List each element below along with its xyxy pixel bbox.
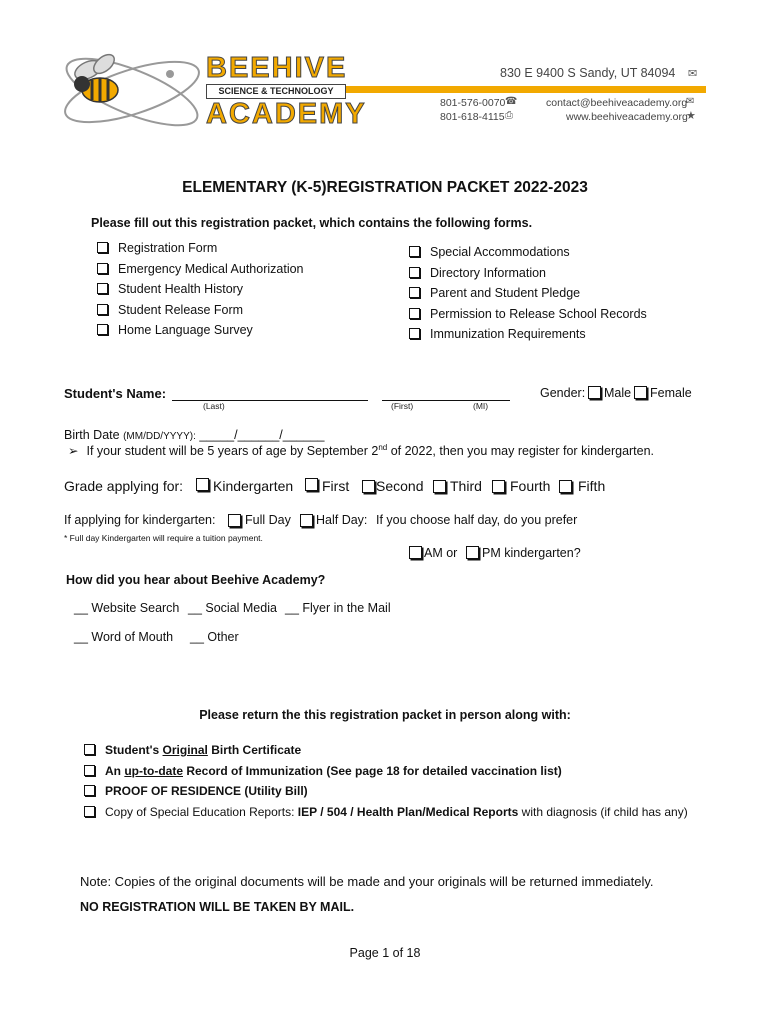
page-title: ELEMENTARY (K-5)REGISTRATION PACKET 2022-2023 [182,179,588,196]
logo-science-tech: SCIENCE & TECHNOLOGY [206,84,346,99]
return-list [84,740,688,822]
intro-text: Please fill out this registration packet, which contains the following forms. [91,216,533,230]
list-item: Immunization Requirements [409,324,647,345]
arrow-bullet-icon: ➢ [68,444,79,459]
list-item: Student Health History [97,279,304,300]
page-number: Page 1 of 18 [349,946,421,960]
header-website: www.beehiveacademy.org [566,111,688,123]
address-icon: ✉ [688,68,698,80]
grade-label: Grade applying for: [64,478,184,494]
header-phone: 801-576-0070 [440,97,506,109]
last-name-field[interactable] [172,386,368,401]
list-item: Directory Information [409,263,647,284]
header-address: 830 E 9400 S Sandy, UT 84094 [500,66,676,80]
am-label: AM or [424,546,458,560]
first-grade-checkbox[interactable] [305,478,318,491]
list-item: Permission to Release School Records [409,304,647,325]
checkbox-icon [84,806,95,817]
second-grade-checkbox[interactable] [362,480,375,493]
gender-label: Gender: [540,386,586,400]
header-fax: 801-618-4115 [440,111,505,123]
fifth-grade-checkbox[interactable] [559,480,572,493]
checkbox-icon [97,304,108,315]
hear-question: How did you hear about Beehive Academy? [66,573,326,587]
list-item: PROOF OF RESIDENCE (Utility Bill) [84,781,688,802]
list-item: Registration Form [97,238,304,259]
mi-label: (MI) [473,401,489,411]
list-item: Emergency Medical Authorization [97,259,304,280]
kindergarten-label: If applying for kindergarten: [64,513,216,527]
list-item: Home Language Survey [97,320,304,341]
male-checkbox[interactable] [588,386,601,399]
first-name-field[interactable] [382,386,510,401]
forms-list-right [409,242,647,345]
forms-list-left [97,238,304,341]
full-day-label: Full Day [245,513,291,527]
return-heading: Please return the this registration packet in person along with: [199,708,571,722]
half-day-prefer: If you choose half day, do you prefer [376,513,578,527]
originals-note: Note: Copies of the original documents will be made and your originals will be returned immediately. [80,874,654,889]
list-item: An up-to-date Record of Immunization (See page 18 for detailed vaccination list) [84,761,688,782]
checkbox-icon [97,324,108,335]
grade-option: Fourth [510,478,551,494]
birth-date-field[interactable]: _____/______/______ [199,428,325,442]
checkbox-icon [84,744,95,755]
birth-date-format: (MM/DD/YYYY): [123,431,196,442]
website-icon: ★ [686,110,696,122]
kindergarten-age-note: ➢ If your student will be 5 years of age by September 2nd of 2022, then you may register for kindergarten. [68,443,655,459]
checkbox-icon [409,287,420,298]
pm-label: PM kindergarten? [482,546,581,560]
first-label: (First) [391,401,414,411]
fax-icon: ⎙ [505,110,513,121]
half-day-label: Half Day: [316,513,368,527]
full-day-checkbox[interactable] [228,514,241,527]
fourth-grade-checkbox[interactable] [492,480,505,493]
grade-option: First [322,478,350,494]
male-label: Male [604,386,632,400]
checkbox-icon [84,765,95,776]
birth-date-label: Birth Date [64,428,120,442]
list-item: Student's Original Birth Certificate [84,740,688,761]
list-item: Parent and Student Pledge [409,283,647,304]
no-mail-notice: NO REGISTRATION WILL BE TAKEN BY MAIL. [80,900,355,914]
half-day-checkbox[interactable] [300,514,313,527]
phone-icon: ☎ [505,96,518,107]
bee-logo-icon [52,40,212,140]
third-grade-checkbox[interactable] [433,480,446,493]
grade-option: Third [450,478,482,494]
header-email: contact@beehiveacademy.org [546,97,688,109]
header [0,0,770,140]
checkbox-icon [97,283,108,294]
birth-date-row [64,428,324,442]
hear-option[interactable]: __ Social Media [188,601,277,615]
tuition-note: * Full day Kindergarten will require a tuition payment. [64,533,263,543]
list-item: Copy of Special Education Reports: IEP / 504 / Health Plan/Medical Reports with diagnosis (if child has any) [84,802,688,823]
hear-option[interactable]: __ Flyer in the Mail [285,601,391,615]
list-item: Special Accommodations [409,242,647,263]
checkbox-icon [409,328,420,339]
list-item: Student Release Form [97,300,304,321]
hear-option[interactable]: __ Word of Mouth [74,630,174,644]
am-checkbox[interactable] [409,546,422,559]
female-checkbox[interactable] [634,386,647,399]
checkbox-icon [409,246,420,257]
checkbox-icon [97,242,108,253]
kindergarten-checkbox[interactable] [196,478,209,491]
header-orange-bar [346,86,706,93]
checkbox-icon [84,785,95,796]
grade-option: Kindergarten [213,478,294,494]
female-label: Female [650,386,692,400]
grade-option: Second [376,478,424,494]
logo-academy: ACADEMY [206,98,367,130]
checkbox-icon [97,263,108,274]
checkbox-icon [409,267,420,278]
grade-option: Fifth [578,478,606,494]
logo-beehive: BEEHIVE [206,52,348,84]
last-label: (Last) [203,401,225,411]
email-icon: ✉ [686,96,695,107]
hear-option[interactable]: __ Other [190,630,239,644]
checkbox-icon [409,308,420,319]
student-name-label: Student's Name: [64,386,167,401]
hear-option[interactable]: __ Website Search [74,601,180,615]
pm-checkbox[interactable] [466,546,479,559]
